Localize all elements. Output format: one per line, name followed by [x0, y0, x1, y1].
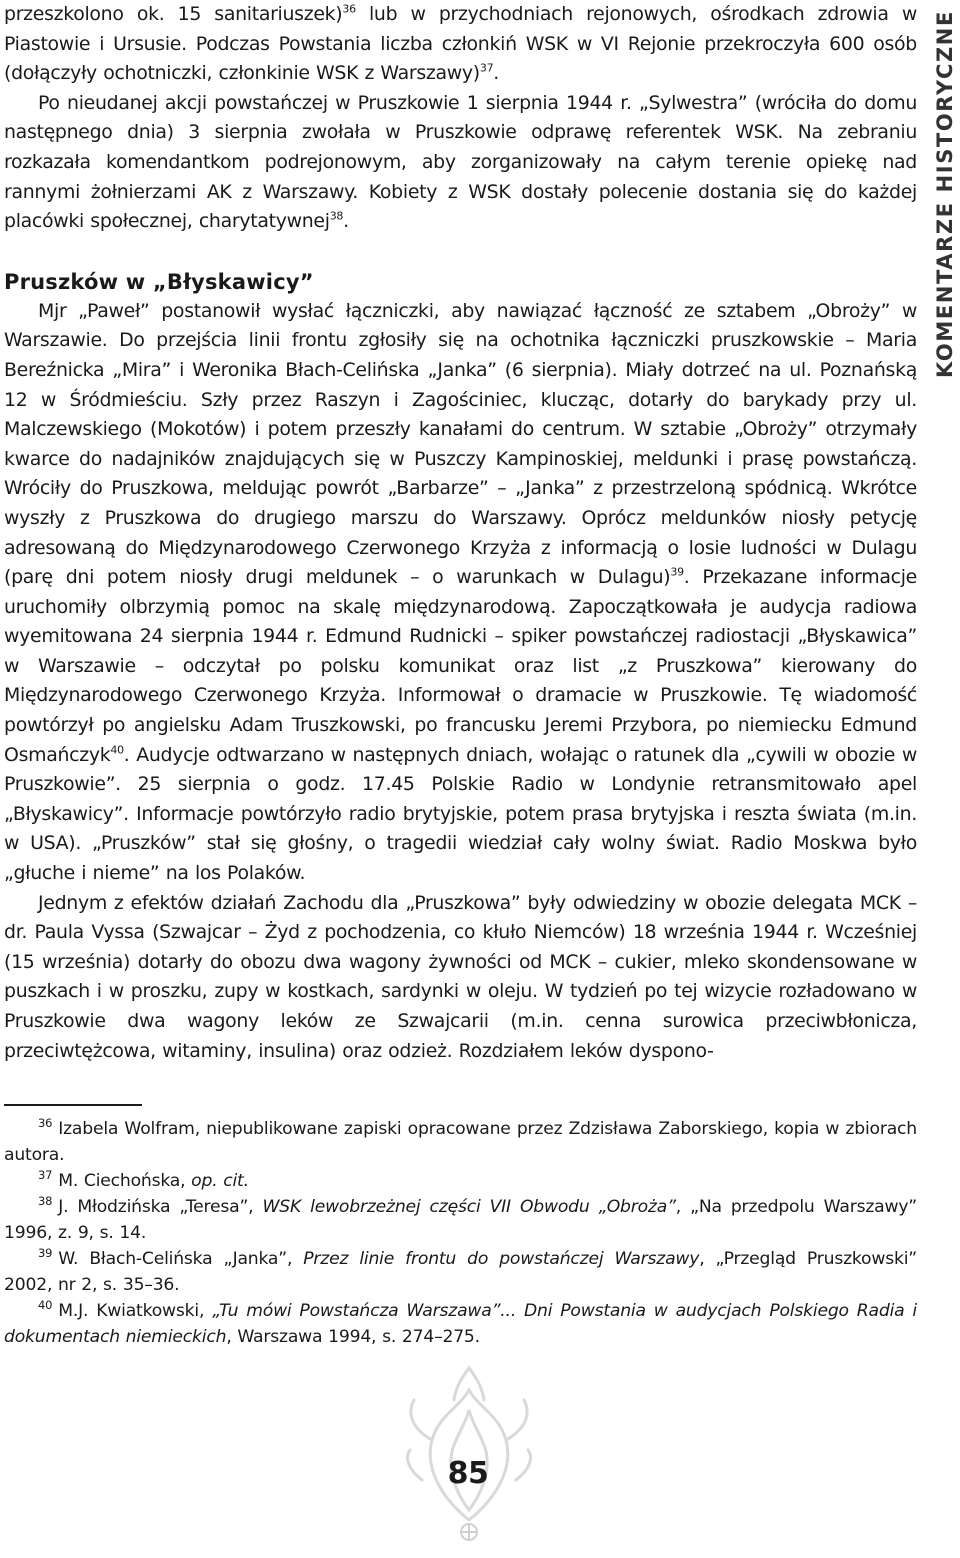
footnote-number: 39 [38, 1246, 53, 1261]
page-number: 85 [447, 1456, 489, 1491]
footnote-text: , „Na przedpolu Warszawy” 1996, z. 9, s. 14. [4, 1197, 918, 1243]
paragraph-1 [4, 0, 917, 89]
footnote-ref-38[interactable]: 38 [329, 209, 344, 223]
paragraph-3 [4, 297, 917, 889]
footnote-italic: op. cit. [191, 1171, 249, 1191]
footnote-italic: Przez linie frontu do powstańczej Warszawy [303, 1249, 700, 1269]
footnote-ref-39[interactable]: 39 [670, 565, 684, 579]
flower-ornament-icon [384, 1360, 554, 1550]
section-heading: Pruszków w „Błyskawicy” [4, 269, 314, 294]
footnotes [4, 1116, 917, 1350]
text-run: . [343, 210, 349, 233]
paragraph-4: Jednym z efektów działań Zachodu dla „Pruszkowa” były odwiedziny w obozie delegata MCK – dr. Paula Vyssa (Szwajcar – Żyd z pochodzenia, co kłuło Niemców) 18 września 1944 r. Wcześniej (15 września) dotarły do obozu dwa wagony żywności od MCK – cukier, mleko skondensowane w puszkach i w proszku, zupy w kostkach, sardynki w oleju. W tydzień po tej wizycie rozładowano w Pruszkowie dwa wagony leków ze Szwajcarii (m.in. cenna surowica przeciwbłonicza, przeciwtężcowa, witaminy, insulina) oraz odzież. Rozdziałem leków dyspono- [4, 891, 917, 1062]
footnote-text: , Warszawa 1994, s. 274–275. [226, 1327, 480, 1347]
footnote-divider [4, 1104, 142, 1106]
footnote-text: J. Młodzińska „Teresa”, [58, 1197, 263, 1217]
text-run: Mjr „Paweł” postanowił wysłać łączniczki, aby nawiązać łączność ze sztabem „Obroży” w Warszawie. Do przejścia linii frontu zgłosiły się na ochotnika łączniczki pruszkowskie – Maria Bereźnicka „Mira” i Weronika Błach-Celińska „Janka” (6 sierpnia). Miały dotrzeć na ul. Poznańską 12 w Śródmieściu. Szły przez Raszyn i Zagościniec, klucząc, dotarły do barykady przy ul. Malczewskiego (Mokotów) i potem przeszły kanałami do centrum. W sztabie „Obroży” otrzymały kwarce do nadajników znajdujących się w Puszczy Kampinoskiej, meldunki i prasę powstańczą. Wróciły do Pruszkowa, meldując powrót „Barbarze” – „Janka” z przestrzeloną spódnicą. Wkrótce wyszły z Pruszkowa do drugiego marszu do Warszawy. Oprócz meldunków niosły petycję adresowaną do Międzynarodowego Czerwonego Krzyża z informacją o losie ludności w Dulagu (parę dni potem niosły drugi meldunek – o warunkach w Dulagu) [4, 299, 917, 589]
sidebar-label: KOMENTARZE HISTORYCZNE [933, 10, 957, 378]
footnote-text: M. Ciechońska, [58, 1171, 192, 1191]
footnote-number: 40 [38, 1298, 53, 1313]
footnote-number: 37 [38, 1168, 53, 1183]
paragraph-2 [4, 89, 917, 237]
footnote-text: W. Błach-Celińska „Janka”, [58, 1249, 304, 1269]
text-run: Po nieudanej akcji powstańczej w Pruszkowie 1 sierpnia 1944 r. „Sylwestra” (wróciła do domu następnego dnia) 3 sierpnia zwołała w Pruszkowie odprawę referentek WSK. Na zebraniu rozkazała komendantkom podrejonowym, aby zorganizowały na całym terenie opiekę nad rannymi żołnierzami AK z Warszawy. Kobiety z WSK dostały polecenie dostania się do każdej placówki społecznej, charytatywnej [4, 91, 917, 233]
text-run: przeszkolono ok. 15 sanitariuszek) [4, 3, 343, 25]
footnote-ref-40[interactable]: 40 [110, 743, 124, 757]
footnote-number: 36 [38, 1116, 53, 1131]
footnote-italic: WSK lewobrzeżnej części VII Obwodu „Obroża” [262, 1197, 676, 1217]
section-sidebar [930, 10, 960, 405]
main-text [4, 0, 917, 1066]
footnote-ref-37[interactable]: 37 [479, 61, 494, 75]
text-run: lub w przychodniach rejonowych, ośrodkach zdrowia w Piastowie i Ursusie. Podczas Powstania liczba członkiń WSK w VI Rejonie przekroczyła 600 osób (dołączyły ochotniczki, członkinie WSK z Warszawy) [4, 3, 917, 85]
footnote-text: , „Przegląd Pruszkowski” 2002, nr 2, s. 35–36. [4, 1249, 918, 1295]
footnote-38 [4, 1194, 917, 1246]
footnote-40 [4, 1298, 917, 1350]
footnote-italic: „Tu mówi Powstańcza Warszawa”... Dni Powstania w audycjach Polskiego Radia i dokumentach niemieckich [4, 1301, 918, 1347]
text-run: . Przekazane informacje uruchomiły olbrzymią pomoc na skalę międzynarodową. Zapoczątkowała je audycja radiowa wyemitowana 24 sierpnia 1944 r. Edmund Rudnicki – spiker powstańczej radiostacji „Błyskawica” w Warszawie – odczytał po polsku komunikat oraz list „z Pruszkowa” kierowany do Międzynarodowego Czerwonego Krzyża. Informował o dramacie w Pruszkowie. Tę wiadomość powtórzył po angielsku Adam Truszkowski, po francusku Jeremi Przybora, po niemiecku Edmund Osmańczyk [4, 566, 918, 766]
footnote-text: Izabela Wolfram, niepublikowane zapiski opracowane przez Zdzisława Zaborskiego, kopia w zbiorach autora. [4, 1119, 917, 1165]
text-run: . [493, 62, 499, 85]
text-run: . Audycje odtwarzano w następnych dniach, wołając o ratunek dla „cywili w obozie w Pruszkowie”. 25 sierpnia o godz. 17.45 Polskie Radio w Londynie retransmitowało apel „Błyskawicy”. Informacje powtórzyło radio brytyjskie, potem prasa brytyjska i reszta świata (m.in. w USA). „Pruszków” stał się głośny, o tragedii wiedział cały wolny świat. Radio Moskwa było „głuche i nieme” na los Polaków. [4, 743, 917, 885]
footnote-number: 38 [38, 1194, 53, 1209]
footnote-37 [4, 1168, 917, 1194]
footnote-ref-36[interactable]: 36 [342, 2, 356, 16]
footnote-39 [4, 1246, 917, 1298]
footnote-36 [4, 1116, 917, 1168]
footnote-text: M.J. Kwiatkowski, [58, 1301, 213, 1321]
